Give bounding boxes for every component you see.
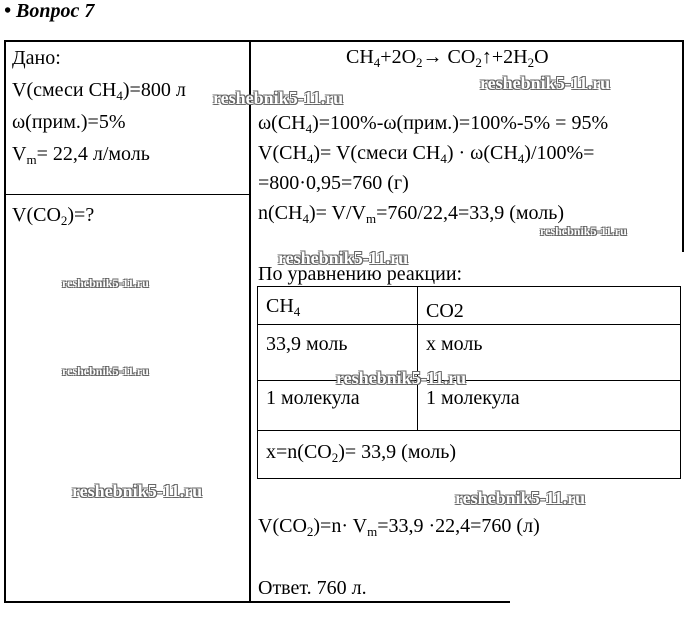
watermark: reshebnik5-11.ru <box>336 368 467 388</box>
l2-s2: 4 <box>440 151 447 166</box>
table-summary-row <box>266 440 456 464</box>
l2-b: )= V(смеси CH <box>313 142 441 164</box>
l4-a: n(CH <box>258 202 303 224</box>
co2-volume-line <box>258 514 540 538</box>
l1-a: ω(CH <box>258 112 306 134</box>
eq-d: ↑+2H <box>481 46 528 68</box>
watermark: reshebnik5-11.ru <box>62 364 149 378</box>
l4-b: )= V/V <box>308 202 366 224</box>
table-top-border <box>4 40 684 42</box>
inner-table-top <box>257 286 681 287</box>
reaction-equation <box>346 45 549 69</box>
eq-b: +2O <box>380 46 417 68</box>
methane-amount-line <box>258 201 564 225</box>
sum-s: 2 <box>331 450 339 465</box>
eq-s4: 2 <box>527 55 535 70</box>
inner-table-row1 <box>257 324 681 325</box>
given-title: Дано: <box>12 47 61 69</box>
res-a: V(CO <box>258 515 307 537</box>
given-line1-a: V(смеси CH <box>12 79 117 101</box>
res-s1: 2 <box>306 524 314 539</box>
inner-table-row3 <box>257 430 681 431</box>
answer-line: Ответ. 760 л. <box>258 577 367 599</box>
methane-volume-line <box>258 141 594 165</box>
inner-table-bottom <box>257 478 681 479</box>
watermark: reshebnik5-11.ru <box>72 481 203 501</box>
table-left-border <box>4 40 6 602</box>
eq-c: → CO <box>422 46 476 68</box>
res-c: =33,9 ·22,4=760 (л) <box>377 515 540 537</box>
table-cell-co2-moles: x моль <box>426 333 483 355</box>
l4-s2: m <box>365 211 377 226</box>
h1-a: CH <box>266 295 294 317</box>
given-mixture-volume <box>12 78 186 102</box>
watermark: reshebnik5-11.ru <box>278 248 409 268</box>
sum-a: x=n(CO <box>266 441 332 463</box>
given-line3-b: = 22,4 л/моль <box>36 143 150 165</box>
given-line1-sub: 4 <box>116 88 123 103</box>
table-header-co2: CO2 <box>426 300 464 322</box>
l2-s1: 4 <box>306 151 314 166</box>
table-cell-co2-molecules: 1 молекула <box>426 387 520 409</box>
inner-table-right <box>680 286 681 479</box>
l2-c: ) · ω(CH <box>446 142 518 164</box>
l1-b: )=100%-ω(прим.)=100%-5% = 95% <box>312 112 609 134</box>
h1-s: 4 <box>293 304 301 319</box>
l4-c: =760/22,4=33,9 (моль) <box>376 202 565 224</box>
find-sub: 2 <box>60 213 68 228</box>
table-cell-ch4-molecules: 1 молекула <box>266 387 360 409</box>
watermark: reshebnik5-11.ru <box>540 224 627 238</box>
inner-table-mid <box>417 286 418 430</box>
table-cell-ch4-moles: 33,9 моль <box>266 333 348 355</box>
given-line3-sub: m <box>26 152 37 167</box>
given-line3-a: V <box>12 143 27 165</box>
sum-b: )= 33,9 (моль) <box>338 441 456 463</box>
eq-a: CH <box>346 46 374 68</box>
table-right-border <box>682 40 684 252</box>
watermark: reshebnik5-11.ru <box>480 73 611 93</box>
inner-table-left <box>257 286 258 479</box>
eq-s2: 2 <box>416 55 423 70</box>
watermark: reshebnik5-11.ru <box>213 88 344 108</box>
res-s2: m <box>367 524 378 539</box>
find-co2-volume <box>12 203 94 227</box>
given-line1-b: )=800 л <box>122 79 186 101</box>
find-b: )=? <box>67 204 95 226</box>
table-bottom-border <box>4 601 510 603</box>
watermark: reshebnik5-11.ru <box>62 276 149 290</box>
purity-fraction-line <box>258 111 608 135</box>
given-find-divider <box>4 194 250 195</box>
inner-table-row2 <box>257 380 681 381</box>
table-header-ch4 <box>266 294 300 318</box>
table-middle-divider <box>249 40 251 602</box>
eq-s3: 2 <box>475 55 482 70</box>
reaction-label: По уравнению реакции: <box>258 263 463 285</box>
methane-volume-result: =800·0,95=760 (г) <box>258 172 409 194</box>
l1-s: 4 <box>305 121 313 136</box>
res-b: )=n· V <box>313 515 368 537</box>
given-molar-volume <box>12 142 150 166</box>
l4-s1: 4 <box>302 211 309 226</box>
given-impurity-fraction: ω(прим.)=5% <box>12 111 126 133</box>
find-a: V(CO <box>12 204 61 226</box>
question-title: • Вопрос 7 <box>4 0 95 22</box>
l2-s3: 4 <box>517 151 525 166</box>
eq-s1: 4 <box>373 55 381 70</box>
eq-e: O <box>534 46 549 68</box>
watermark: reshebnik5-11.ru <box>455 488 586 508</box>
l2-d: )/100%= <box>524 142 595 164</box>
l2-a: V(CH <box>258 142 307 164</box>
